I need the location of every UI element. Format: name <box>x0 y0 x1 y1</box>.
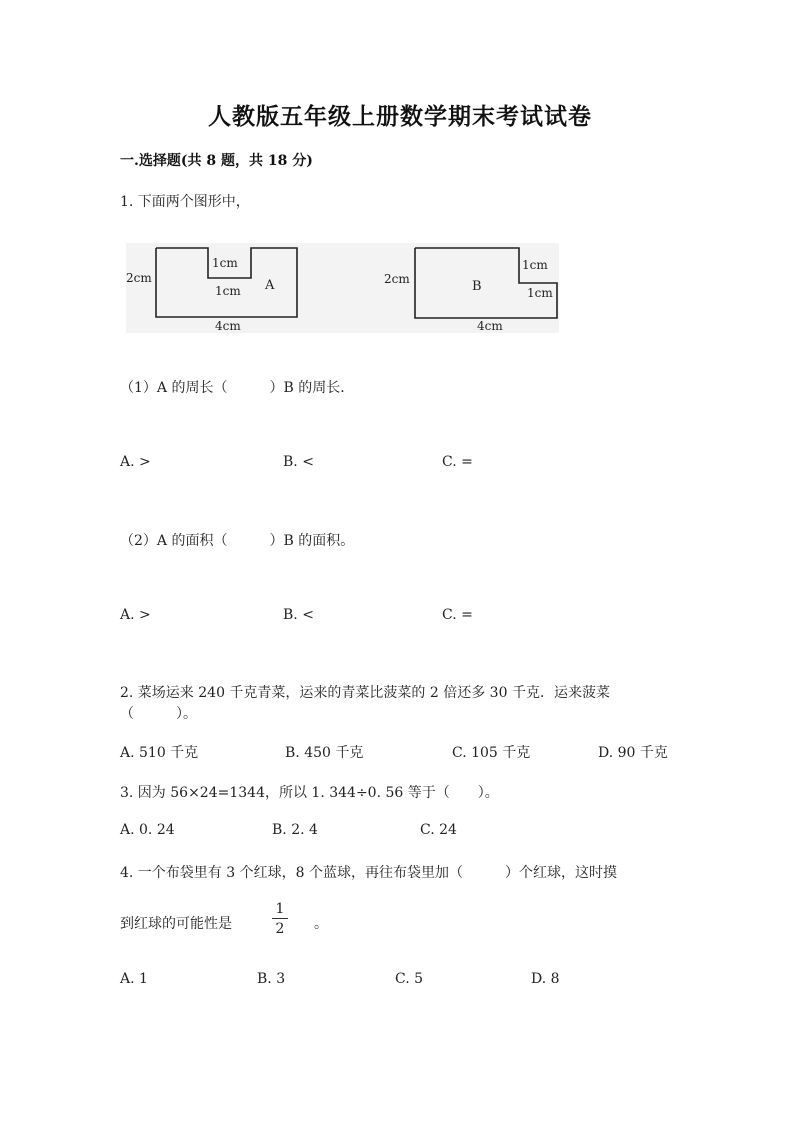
shape-b-bottom-label: 4cm <box>477 319 503 333</box>
question-3-stem: 3. 因为 56×24=1344，所以 1. 344÷0. 56 等于（ ）。 <box>120 785 499 801</box>
question-1-part-1: （1）A 的周长（ ）B 的周长. <box>120 380 345 396</box>
shape-a-notch-bottom-label: 1cm <box>215 284 241 298</box>
q3-option-a: A. 0. 24 <box>120 822 175 838</box>
q4-option-a: A. 1 <box>120 971 148 987</box>
shape-a-label: A <box>265 278 275 293</box>
q2-option-a: A. 510 千克 <box>120 745 199 761</box>
question-2-stem: 2. 菜场运来 240 千克青菜，运来的青菜比菠菜的 2 倍还多 30 千克．运来菠菜 <box>120 685 610 701</box>
question-1-part-2: （2）A 的面积（ ）B 的面积。 <box>120 533 355 549</box>
probability-fraction <box>270 902 290 936</box>
shape-a-notch-top-label: 1cm <box>212 256 238 270</box>
q4-option-d: D. 8 <box>531 971 560 987</box>
q1-part1-option-c: C. = <box>442 454 473 470</box>
q3-option-c: C. 24 <box>420 822 457 838</box>
q2-option-b: B. 450 千克 <box>285 745 364 761</box>
section-heading: 一.选择题(共 8 题，共 18 分) <box>120 153 313 169</box>
q2-option-d: D. 90 千克 <box>598 745 668 761</box>
shapes-diagram <box>126 243 559 333</box>
question-1-stem: 1. 下面两个图形中， <box>120 194 250 210</box>
q1-part1-option-b: B. < <box>283 454 314 470</box>
q1-part2-option-b: B. < <box>283 607 314 623</box>
page-title: 人教版五年级上册数学期末考试试卷 <box>208 103 592 130</box>
fraction-numerator: 1 <box>275 901 285 917</box>
fraction-denominator: 2 <box>275 921 285 937</box>
shape-b-right-step-label: 1cm <box>527 286 553 300</box>
shape-b-right-top-label: 1cm <box>522 258 548 272</box>
shape-a-left-label: 2cm <box>126 271 152 285</box>
q4-option-b: B. 3 <box>257 971 286 987</box>
question-1-figure <box>126 243 559 333</box>
question-2-stem-continued: （ ）。 <box>120 706 197 722</box>
question-4-stem-continued: 到红球的可能性是 <box>120 916 232 932</box>
shape-a-bottom-label: 4cm <box>215 319 241 333</box>
q4-option-c: C. 5 <box>395 971 424 987</box>
q2-option-c: C. 105 千克 <box>452 745 531 761</box>
q1-part1-option-a: A. > <box>120 454 151 470</box>
q1-part2-option-c: C. = <box>442 607 473 623</box>
shape-b-label: B <box>472 279 482 294</box>
shape-b-left-label: 2cm <box>384 272 410 286</box>
question-4-stem-end: 。 <box>314 916 328 932</box>
q1-part2-option-a: A. > <box>120 607 151 623</box>
question-4-stem: 4. 一个布袋里有 3 个红球，8 个蓝球，再往布袋里加（ ）个红球，这时摸 <box>120 865 617 881</box>
q3-option-b: B. 2. 4 <box>272 822 318 838</box>
